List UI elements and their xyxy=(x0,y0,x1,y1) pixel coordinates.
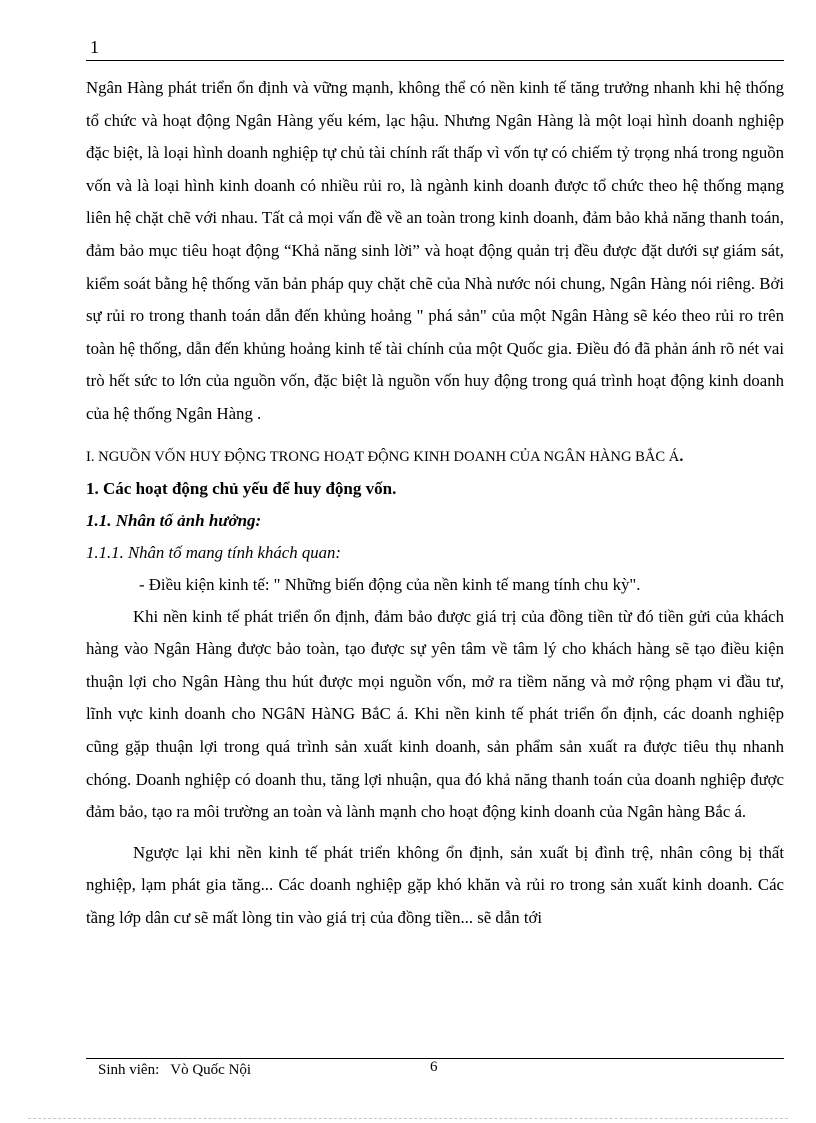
footer-page-number: 6 xyxy=(430,1059,438,1075)
header-divider xyxy=(86,60,784,61)
footer-student-label: Sinh viên: xyxy=(98,1062,160,1078)
section-heading-end-mark: . xyxy=(679,447,684,465)
document-body xyxy=(86,72,784,934)
section-heading-text: I. NGUỒN VỐN HUY ĐỘNG TRONG HOẠT ĐỘNG KINH DOANH CỦA NGÂN HÀNG BẮC Á xyxy=(86,448,680,465)
heading-1-1-1: 1.1.1. Nhân tố mang tính khách quan: xyxy=(86,542,341,562)
page-bottom-edge xyxy=(28,1118,788,1119)
heading-1: 1. Các hoạt động chủ yếu để huy động vốn. xyxy=(86,478,397,498)
page-header-number: 1 xyxy=(90,37,99,57)
intro-paragraph: Ngân Hàng phát triển ổn định và vững mạnh, không thể có nền kinh tế tăng trưởng nhanh khi hệ thống tổ chức và hoạt động Ngân Hàng yếu kém, lạc hậu. Nhưng Ngân Hàng là một loại hình doanh nghiệp đặc biệt, là loại hình doanh nghiệp tự chủ tài chính rất thấp vì vốn tự có chiếm tỷ trọng nhá trong nguồn vốn và là loại hình kinh doanh có nhiều rủi ro, là ngành kinh doanh được tổ chức theo hệ thống mạng liên hệ chặt chẽ với nhau. Tất cả mọi vấn đề về an toàn trong kinh doanh, đảm bảo khả năng thanh toán, đảm bảo mục tiêu hoạt động “Khả năng sinh lời” và hoạt động quản trị đều được đặt dưới sự giám sát, kiểm soát bằng hệ thống văn bản pháp quy chặt chẽ của Nhà nước nói chung, Ngân Hàng nói riêng. Bởi sự rủi ro trong thanh toán dẫn đến khủng hoảng " phá sản" của một Ngân Hàng sẽ kéo theo rủi ro trên toàn hệ thống, dẫn đến khủng hoảng kinh tế tài chính của một Quốc gia. Điều đó đã phản ánh rõ nét vai trò hết sức to lớn của nguồn vốn, đặc biệt là nguồn vốn huy động trong quá trình hoạt động kinh doanh của hệ thống Ngân Hàng . xyxy=(86,78,784,423)
heading-1-1: 1.1. Nhân tố ảnh hưởng: xyxy=(86,510,262,530)
footer-student-name: Vò Quốc Nội xyxy=(170,1062,252,1078)
footer-student xyxy=(98,1062,251,1079)
bullet-economic-conditions: - Điều kiện kinh tế: " Những biến động của nền kinh tế mang tính chu kỳ". xyxy=(139,574,641,594)
body-paragraph-stable-economy: Khi nền kinh tế phát triển ổn định, đảm bảo được giá trị của đồng tiền từ đó tiền gửi của khách hàng vào Ngân Hàng được bảo toàn, tạo được sự yên tâm về tâm lý cho khách hàng sẽ tạo điều kiện thuận lợi cho Ngân Hàng thu hút được mọi nguồn vốn, mở ra tiềm năng và mở rộng phạm vi đầu tư, lĩnh vực kinh doanh cho NGâN HàNG BắC á. Khi nền kinh tế phát triển ổn định, các doanh nghiệp cũng gặp thuận lợi trong quá trình sản xuất kinh doanh, sản phẩm sản xuất ra được tiêu thụ nhanh chóng. Doanh nghiệp có doanh thu, tăng lợi nhuận, qua đó khả năng thanh toán của doanh nghiệp được đảm bảo, tạo ra môi trường an toàn và lành mạnh cho hoạt động kinh doanh của Ngân hàng Bắc á. xyxy=(86,606,784,822)
section-heading xyxy=(86,441,784,473)
body-paragraph-unstable-economy: Ngược lại khi nền kinh tế phát triển không ổn định, sản xuất bị đình trệ, nhân công bị thất nghiệp, lạm phát gia tăng... Các doanh nghiệp gặp khó khăn và rủi ro trong sản xuất kinh doanh. Các tầng lớp dân cư sẽ mất lòng tin vào giá trị của đồng tiền... sẽ dẫn tới xyxy=(86,842,784,927)
